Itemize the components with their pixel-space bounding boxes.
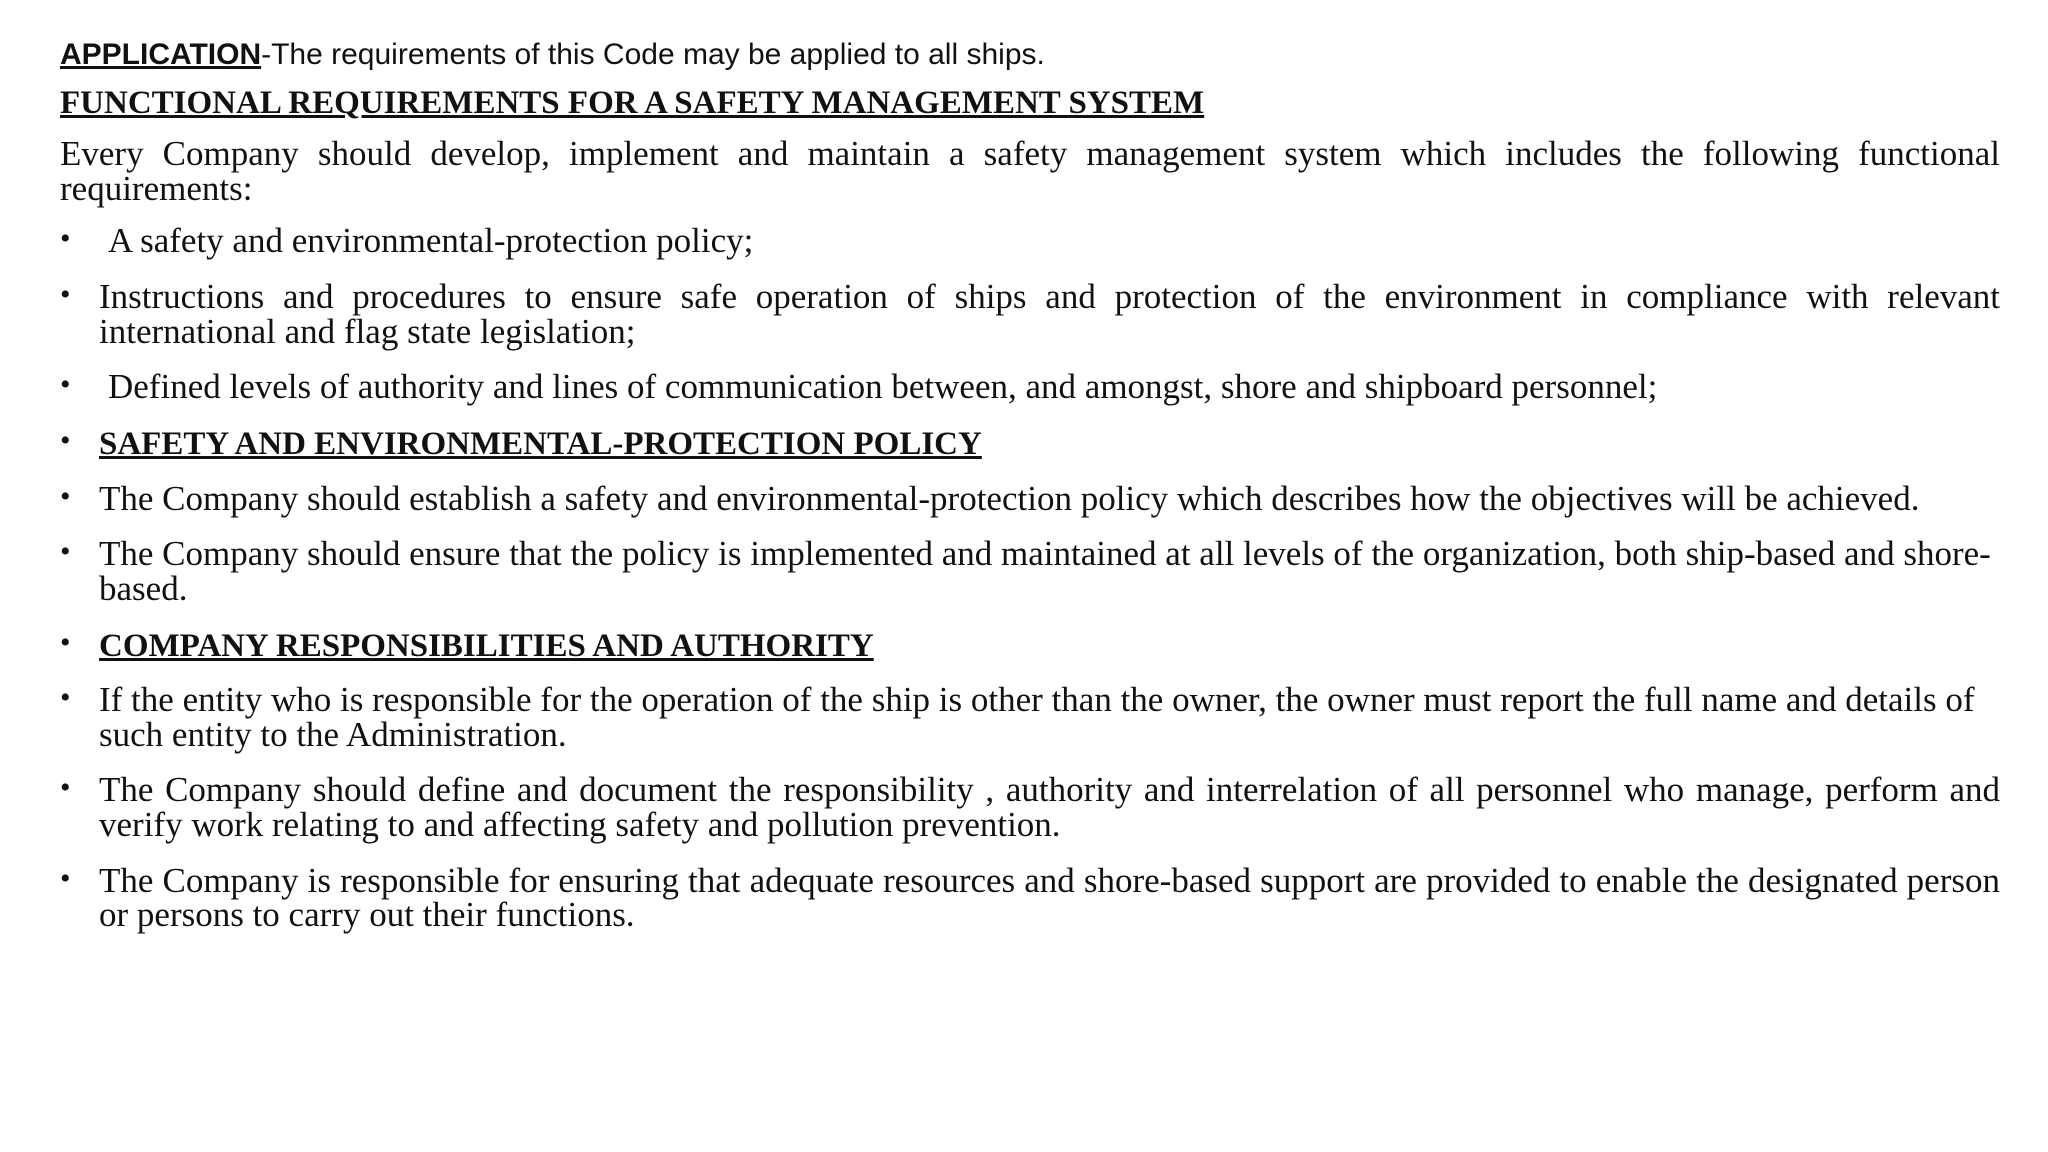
list-item: [60, 277, 2000, 351]
list-item-text: The Company is responsible for ensuring that adequate resources and shore-based support are provided to enable the designated person or persons to carry out their functions.: [99, 860, 2000, 935]
functional-requirements-heading: FUNCTIONAL REQUIREMENTS FOR A SAFETY MANAGEMENT SYSTEM: [60, 84, 1205, 121]
bullet-icon: •: [60, 479, 71, 513]
section-heading-responsibilities: COMPANY RESPONSIBILITIES AND AUTHORITY: [99, 627, 874, 664]
list-item: [60, 680, 2000, 754]
list-item-text: The Company should define and document the responsibility , authority and interrelation of all personnel who manage, perform and verify work relating to and affecting safety and pollution prevention.: [99, 770, 2000, 845]
bullet-icon: •: [60, 535, 71, 569]
bullet-icon: •: [60, 368, 71, 402]
list-item-text: If the entity who is responsible for the operation of the ship is other than the owner, the owner must report the full name and details of such entity to the Administration.: [99, 680, 1975, 754]
application-text: -The requirements of this Code may be applied to all ships.: [261, 38, 1045, 71]
list-item-text: The Company should ensure that the policy is implemented and maintained at all levels of the organization, both ship-based and shore-based.: [99, 534, 1991, 608]
application-line: [60, 36, 2000, 74]
bullet-icon: •: [60, 278, 71, 312]
list-item: [60, 423, 2000, 462]
list-item-text: Instructions and procedures to ensure safe operation of ships and protection of the environment in compliance with relevant international and flag state legislation;: [99, 277, 2000, 351]
section-heading-policy: SAFETY AND ENVIRONMENTAL-PROTECTION POLICY: [99, 425, 982, 462]
list-item-text: Defined levels of authority and lines of communication between, and amongst, shore and shipboard personnel;: [108, 367, 1658, 407]
list-item: [60, 770, 2000, 845]
list-item: [60, 478, 2000, 518]
list-item: [60, 367, 2000, 407]
list-item: [60, 534, 2000, 608]
bullet-list: [60, 221, 2000, 935]
bullet-icon: •: [60, 771, 71, 805]
bullet-icon: •: [60, 861, 71, 895]
slide-content: [60, 30, 2000, 954]
list-item: [60, 221, 2000, 261]
application-label: APPLICATION: [60, 38, 262, 71]
list-item-text: A safety and environmental-protection policy;: [108, 221, 754, 261]
bullet-icon: •: [60, 222, 71, 256]
list-item-text: The Company should establish a safety and environmental-protection policy which describes how the objectives will be achieved.: [99, 478, 1920, 518]
intro-paragraph: Every Company should develop, implement and maintain a safety management system which includes the following functional requirements:: [60, 134, 2000, 208]
bullet-icon: •: [60, 423, 71, 457]
list-item: [60, 625, 2000, 664]
list-item: [60, 860, 2000, 935]
bullet-icon: •: [60, 625, 71, 659]
bullet-icon: •: [60, 681, 71, 715]
